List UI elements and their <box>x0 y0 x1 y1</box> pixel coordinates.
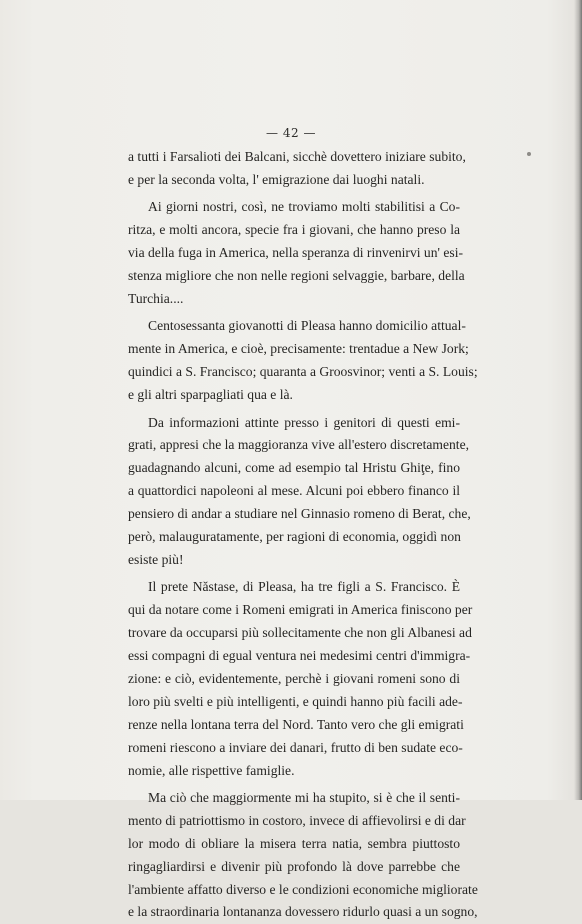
paragraph-6 <box>128 787 478 924</box>
text-line: qui da notare come i Romeni emigrati in America finiscono per <box>128 602 473 618</box>
paragraph-4 <box>128 412 471 572</box>
text-line: ritza, e molti ancora, specie fra i giovani, che hanno preso la <box>128 222 460 238</box>
text-line: via della fuga in America, nella speranza di rinvenirvi un' esi- <box>128 245 463 261</box>
text-line: a quattordici napoleoni al mese. Alcuni poi ebbero financo il <box>128 483 460 499</box>
text-line: guadagnando alcuni, come ad esempio tal Hristu Ghiţe, fino <box>128 460 460 476</box>
paragraph-5 <box>128 576 473 782</box>
text-line: trovare da occuparsi più sollecitamente che non gli Albanesi ad <box>128 625 472 641</box>
paragraph-2 <box>128 196 465 310</box>
text-line: grati, appresi che la maggioranza vive all'estero discretamente, <box>128 437 470 453</box>
text-line: quindici a S. Francisco; quaranta a Groosvinor; venti a S. Louis; <box>128 364 478 380</box>
text-line: e la straordinaria lontananza dovessero ridurlo quasi a un sogno, <box>128 904 478 920</box>
text-line: l'ambiente affatto diverso e le condizioni economiche migliorate <box>128 881 478 897</box>
text-line: Turchia.... <box>128 290 184 306</box>
body-text <box>128 146 478 924</box>
text-line: esiste più! <box>128 551 184 567</box>
text-line: Ma ciò che maggiormente mi ha stupito, si è che il senti- <box>148 790 460 806</box>
text-line: e per la seconda volta, l' emigrazione dai luoghi natali. <box>128 171 425 187</box>
paragraph-1 <box>128 146 466 192</box>
text-line: pensiero di andar a studiare nel Ginnasio romeno di Berat, che, <box>128 506 471 522</box>
page-edge-shadow <box>574 0 582 800</box>
text-line: ringagliardirsi e divenir più profondo là dove parrebbe che <box>128 858 460 874</box>
text-line: e gli altri sparpagliati qua e là. <box>128 387 293 403</box>
text-line: Da informazioni attinte presso i genitori di questi emi- <box>148 414 460 430</box>
paragraph-3 <box>128 315 478 407</box>
text-line: Centosessanta giovanotti di Pleasa hanno domicilio attual- <box>148 318 466 334</box>
page-number: — 42 — <box>266 126 316 140</box>
text-line: Il prete Năstase, di Pleasa, ha tre figli a S. Francisco. È <box>148 579 460 595</box>
text-line: a tutti i Farsalioti dei Balcani, sicchè dovettero iniziare subito, <box>128 149 466 164</box>
text-line: romeni riescono a inviare dei danari, frutto di ben sudate eco- <box>128 739 463 755</box>
text-line: Ai giorni nostri, così, ne troviamo molti stabilitisi a Co- <box>148 199 460 215</box>
text-line: essi compagni di egual ventura nei medesimi centri d'immigra- <box>128 648 471 664</box>
text-line: nomie, alle rispettive famiglie. <box>128 762 295 778</box>
text-line: renze nella lontana terra del Nord. Tanto vero che gli emigrati <box>128 716 464 732</box>
text-line: loro più svelti e più intelligenti, e quindi hanno più facili ade- <box>128 693 463 709</box>
text-line: zione: e ciò, evidentemente, perchè i giovani romeni sono di <box>128 670 460 686</box>
text-line: però, malauguratamente, per ragioni di economia, oggidì non <box>128 529 461 545</box>
paper-speck <box>527 152 531 156</box>
text-line: stenza migliore che non nelle regioni selvaggie, barbare, della <box>128 268 465 284</box>
text-line: lor modo di obliare la misera terra natia, sembra piuttosto <box>128 835 460 851</box>
text-line: mento di patriottismo in costoro, invece di affievolirsi e di dar <box>128 812 466 828</box>
text-line: mente in America, e cioè, precisamente: trentadue a New Jork; <box>128 341 469 357</box>
